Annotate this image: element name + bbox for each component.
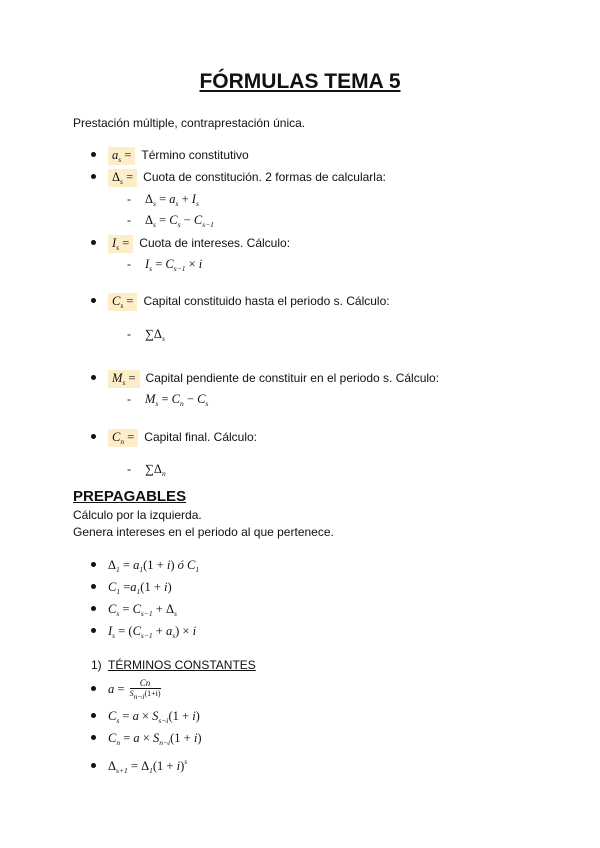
bullet-icon [91,152,96,157]
intro-text: Prestación múltiple, contraprestación única. [73,116,306,130]
formula-delta-2: - $\Delta_s = C_s - C_{s-1}$ [127,213,214,229]
bullet-icon [91,174,96,179]
formula-interest: - $I_s = C_{s-1} \times i$ [127,257,203,273]
bullet-icon [91,562,96,567]
bullet-icon [91,298,96,303]
formula-pending: - $M_s = C_n - C_s$ [127,392,209,408]
list-item-i-s [91,235,290,256]
bullet-icon [91,240,96,245]
item-text: Cuota de intereses. Cálculo: [139,236,291,250]
list-item-a-s [91,147,249,168]
section-number: 1) [91,658,102,672]
section-label: TÉRMINOS CONSTANTES [108,658,256,672]
symbol-m-s: $M_s$ = [108,370,140,388]
bullet-icon [91,628,96,633]
prep-formula-3: $C_s = C_{s-1} + \Delta_s$ [91,601,177,622]
symbol-c-s: $C_s$ = [108,293,137,311]
formula-capital: - $\sum\Delta_s$ [127,327,165,343]
symbol-c-n: $C_n$ = [108,429,138,447]
page-title: FÓRMULAS TEMA 5 [199,70,401,93]
item-text: Término constitutivo [141,148,249,162]
numbered-heading-terminos [91,658,256,672]
bullet-icon [91,584,96,589]
bullet-icon [91,375,96,380]
list-item-c-s [91,293,390,314]
prep-formula-4: $I_s = (C_{s-1} + a_s) \times i$ [91,623,196,644]
const-formula-4: $\Delta_{s+1} = \Delta_1(1 + i)^s$ [91,754,187,779]
prep-formula-2: $C_1 =a_1(1 + i)$ [91,579,172,600]
prepagables-line-1: Cálculo por la izquierda. [73,508,202,522]
list-item-delta-s [91,169,386,190]
bullet-icon [91,735,96,740]
item-text: Cuota de constitución. 2 formas de calcularla: [143,170,386,184]
const-formula-1: a = $\frac{Cn}{Sn\neg i(1+i)}$ [91,678,161,702]
bullet-icon [91,434,96,439]
bullet-icon [91,686,96,691]
item-text: Capital constituido hasta el periodo s. Cálculo: [143,294,390,308]
symbol-i-s: $I_s$ = [108,235,133,253]
list-item-m-s [91,370,439,391]
section-heading-prepagables: PREPAGABLES [73,488,187,505]
item-text: Capital pendiente de constituir en el periodo s. Cálculo: [145,371,440,385]
formula-final: - $\sum\Delta_n$ [127,462,166,478]
bullet-icon [91,763,96,768]
bullet-icon [91,713,96,718]
const-formula-2: $C_s = a \times S_{s\neg i}(1 + i)$ [91,708,200,729]
prepagables-line-2: Genera intereses en el periodo al que pertenece. [73,525,334,539]
prep-formula-1: $\Delta_1 = a_1(1 + i)$ ó $C_1$ [91,557,199,578]
bullet-icon [91,606,96,611]
list-item-c-n [91,429,257,450]
symbol-delta-s: $\Delta_s$ = [108,169,137,187]
formula-delta-1: - $\Delta_s = a_s + I_s$ [127,192,199,208]
symbol-a-s: $a_s$ = [108,147,135,165]
const-formula-3: $C_n = a \times S_{n\neg i}(1 + i)$ [91,730,202,751]
item-text: Capital final. Cálculo: [144,430,258,444]
